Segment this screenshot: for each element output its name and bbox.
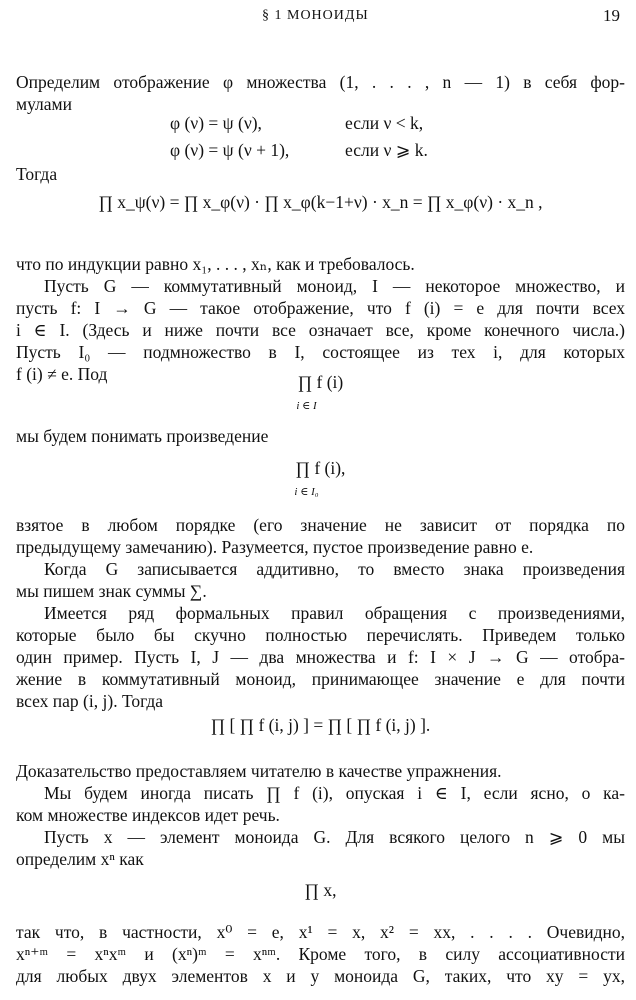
text-line: пусть f: I → G — такое отображение, что f (i) = e для почти всех	[16, 298, 625, 318]
text-line: Тогда	[16, 164, 58, 184]
case-line	[170, 140, 428, 161]
text-line: Когда G записывается аддитивно, то вместо знака произведения	[44, 559, 625, 579]
text-line: один пример. Пусть I, J — два множества и f: I × J → G — отобра-	[16, 647, 625, 667]
text-line: Имеется ряд формальных правил обращения с произведениями,	[44, 603, 625, 623]
text-line: Определим отображение φ множества (1, . . . , n — 1) в себя фор-	[16, 72, 625, 92]
formula-body: ∏ f (i),	[295, 458, 346, 478]
case-condition: если ν ⩾ k.	[345, 140, 428, 160]
text-line: для любых двух элементов x и y моноида G, таких, что xy = yx,	[16, 966, 625, 986]
text-line: мулами	[16, 94, 72, 114]
page-header	[0, 6, 636, 30]
display-formula: ∏ [ ∏ f (i, j) ] = ∏ [ ∏ f (i, j) ].	[210, 715, 431, 735]
page-number: 19	[603, 6, 620, 25]
text-line: что по индукции равно x₁, . . . , xₙ, как и требовалось.	[16, 254, 415, 274]
display-formula	[16, 458, 625, 500]
formula-body: ∏ f (i)	[297, 372, 344, 392]
text-line: Пусть I₀ — подмножество в I, состоящее из тех i, для которых	[16, 342, 625, 362]
text-line: i ∈ I. (Здесь и ниже почти все означает все, кроме конечного числа.)	[16, 320, 625, 340]
formula-subscript: i ∈ I₀	[294, 486, 319, 498]
text-line: которые было бы скучно полностью перечислять. Приведем только	[16, 625, 625, 645]
formula-subscript: i ∈ I	[296, 400, 317, 412]
display-formula	[16, 372, 625, 414]
text-line: определим xⁿ как	[16, 849, 144, 869]
text-line: взятое в любом порядке (его значение не зависит от порядка по	[16, 515, 625, 535]
running-title: § 1 МОНОИДЫ	[262, 8, 369, 23]
display-formula: ∏ x,	[304, 880, 337, 900]
text-line: так что, в частности, x⁰ = e, x¹ = x, x² = xx, . . . . Очевидно,	[16, 922, 625, 942]
case-condition: если ν < k,	[345, 113, 424, 133]
text-line: Пусть G — коммутативный моноид, I — некоторое множество, и	[44, 276, 625, 296]
text-line: ком множестве индексов идет речь.	[16, 805, 280, 825]
text-line: всех пар (i, j). Тогда	[16, 691, 164, 711]
text-line: Пусть x — элемент моноида G. Для всякого целого n ⩾ 0 мы	[44, 827, 625, 847]
text-line: xⁿ⁺ᵐ = xⁿxᵐ и (xⁿ)ᵐ = xⁿᵐ. Кроме того, в силу ассоциативности	[16, 944, 625, 964]
text-line: Мы будем иногда писать ∏ f (i), опуская i ∈ I, если ясно, о ка-	[44, 783, 625, 803]
text-line: f (i) ≠ e. Под	[16, 364, 108, 384]
case-line	[170, 113, 423, 134]
case-formula: φ (ν) = ψ (ν + 1),	[170, 140, 290, 160]
display-formula: ∏ x_ψ(ν) = ∏ x_φ(ν) · ∏ x_φ(k−1+ν) · x_n = ∏ x_φ(ν) · x_n ,	[98, 192, 543, 212]
text-line: предыдущему замечанию). Разумеется, пустое произведение равно e.	[16, 537, 534, 557]
text-line: мы пишем знак суммы ∑.	[16, 581, 207, 601]
text-line: жение в коммутативный моноид, принимающее значение e для почти	[16, 669, 625, 689]
case-formula: φ (ν) = ψ (ν),	[170, 113, 262, 133]
text-line: мы будем понимать произведение	[16, 426, 269, 446]
text-line: Доказательство предоставляем читателю в качестве упражнения.	[16, 761, 502, 781]
